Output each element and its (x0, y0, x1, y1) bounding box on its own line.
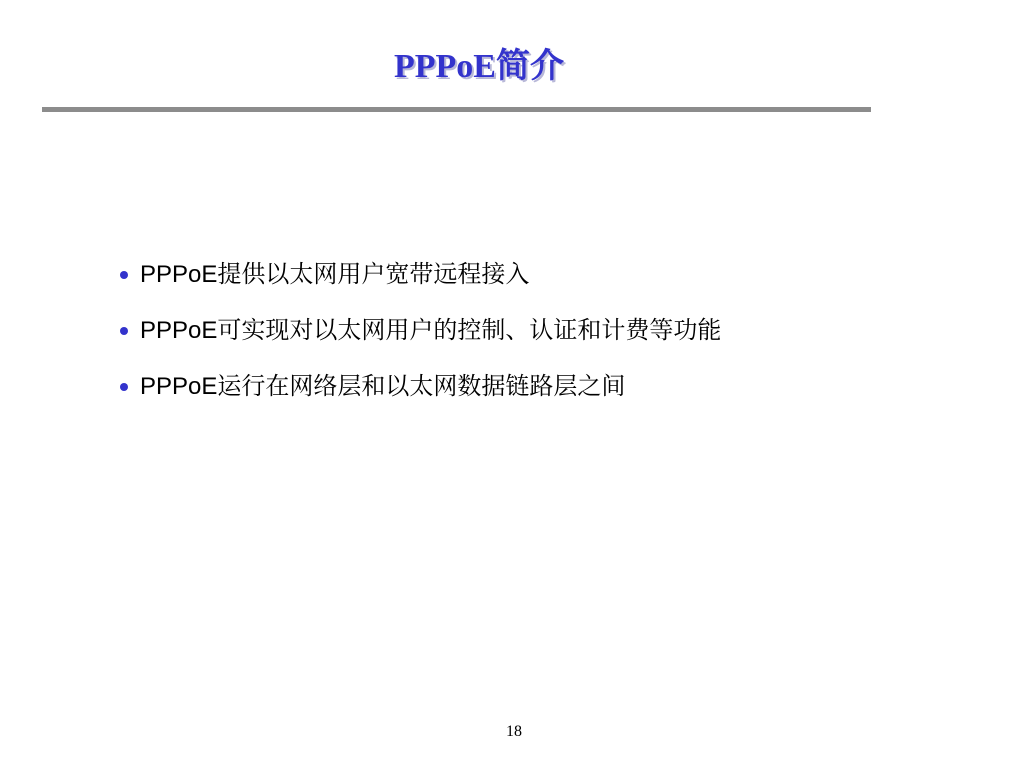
bullet-dot-icon (120, 383, 128, 391)
title-divider (42, 107, 871, 112)
list-item (120, 370, 721, 426)
bullet-text: PPPoE运行在网络层和以太网数据链路层之间 (140, 373, 626, 400)
list-item (120, 258, 721, 314)
slide-title: PPPoE简介 (394, 48, 564, 85)
bullet-dot-icon (120, 271, 128, 279)
bullet-text: PPPoE提供以太网用户宽带远程接入 (140, 261, 530, 288)
list-item (120, 314, 721, 370)
bullet-list (120, 258, 721, 426)
bullet-dot-icon (120, 327, 128, 335)
page-number: 18 (506, 723, 522, 740)
bullet-text: PPPoE可实现对以太网用户的控制、认证和计费等功能 (140, 317, 722, 344)
